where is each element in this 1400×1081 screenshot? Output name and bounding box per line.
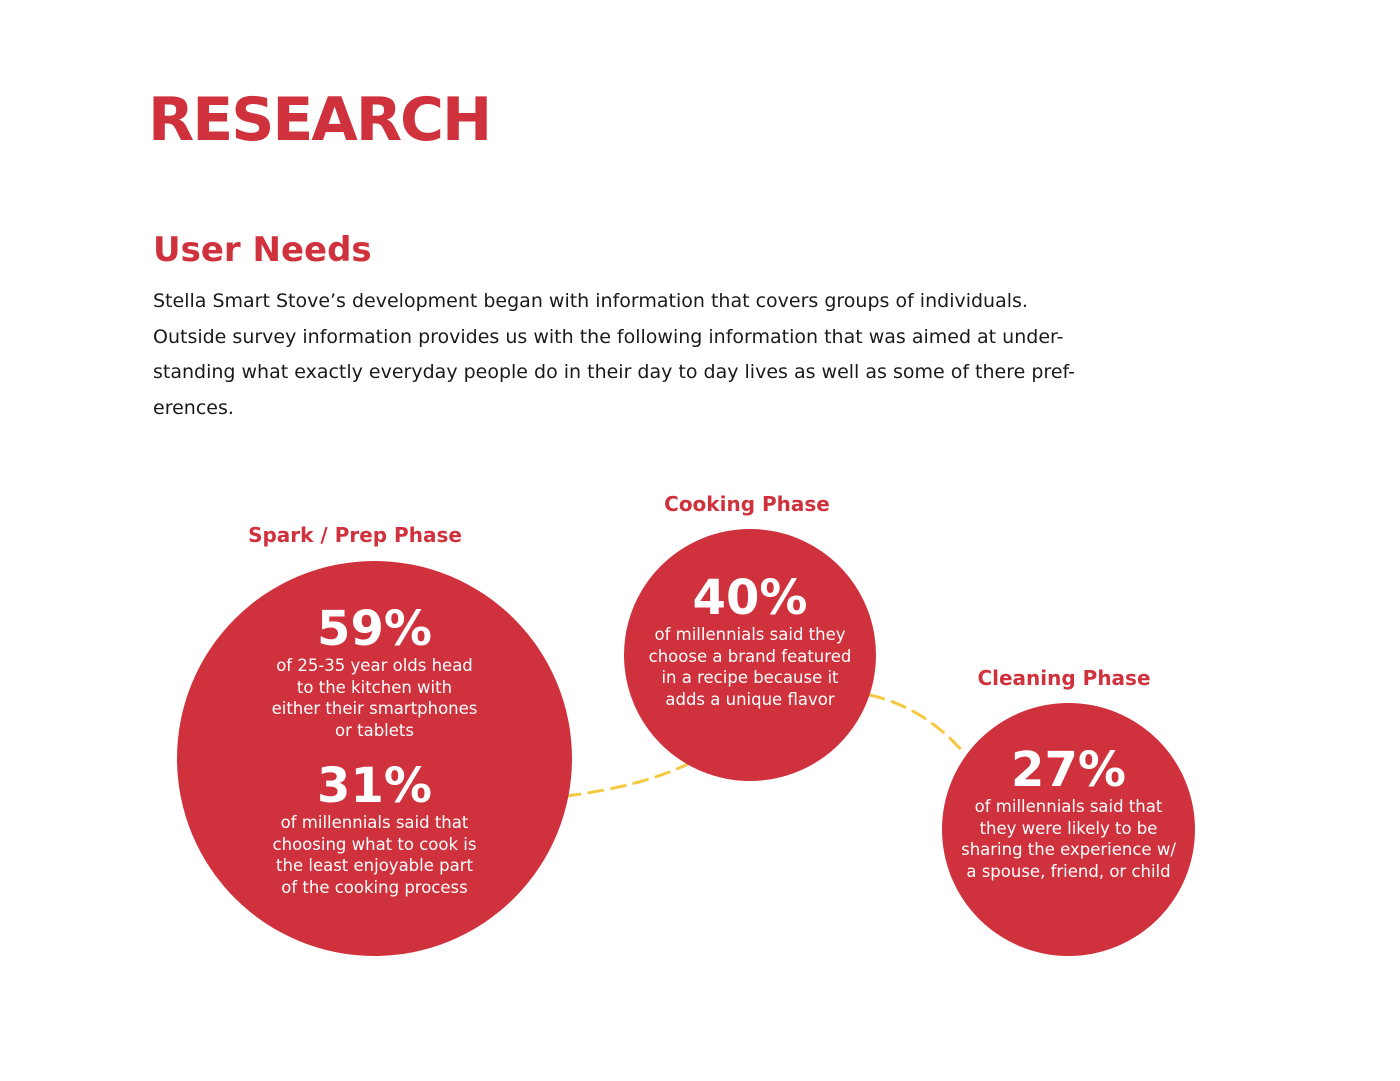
- stat-value: 40%: [692, 570, 808, 626]
- stat-27-percent: [942, 744, 1195, 882]
- connector-spark-to-cooking: [566, 762, 692, 796]
- intro-line: Stella Smart Stove’s development began with information that covers groups of individuals.: [153, 290, 1028, 312]
- phase-label-spark-prep: Spark / Prep Phase: [248, 523, 462, 547]
- intro-line: erences.: [153, 396, 234, 419]
- stat-value: 27%: [1011, 742, 1126, 798]
- stat-description: of millennials said they choose a brand featured in a recipe because it adds a unique flavor: [648, 625, 852, 709]
- section-heading: User Needs: [153, 230, 372, 270]
- stat-description: of 25-35 year olds head to the kitchen with either their smartphones or tablets: [271, 656, 478, 740]
- phase-circle-spark-prep: [177, 561, 572, 956]
- intro-line: Outside survey information provides us with the following information that was aimed at under-: [153, 325, 1064, 348]
- stat-value: 59%: [317, 601, 432, 657]
- intro-line: standing what exactly everyday people do in their day to day lives as well as some of there pref-: [153, 361, 1076, 383]
- phase-circle-cleaning: [942, 703, 1195, 956]
- stat-description: of millennials said that they were likely to be sharing the experience w/ a spouse, friend, or child: [961, 797, 1176, 881]
- stat-40-percent: [624, 572, 876, 710]
- stat-value: 31%: [317, 758, 432, 814]
- phase-label-cooking: Cooking Phase: [664, 492, 830, 516]
- phase-label-cleaning: Cleaning Phase: [977, 666, 1151, 690]
- intro-paragraph: [153, 284, 1163, 426]
- stat-31-percent: [177, 760, 572, 898]
- stat-59-percent: [177, 603, 572, 741]
- page-title: RESEARCH: [148, 85, 491, 155]
- stat-description: of millennials said that choosing what to cook is the least enjoyable part of the cooking process: [272, 813, 477, 897]
- phase-circle-cooking: [624, 529, 876, 781]
